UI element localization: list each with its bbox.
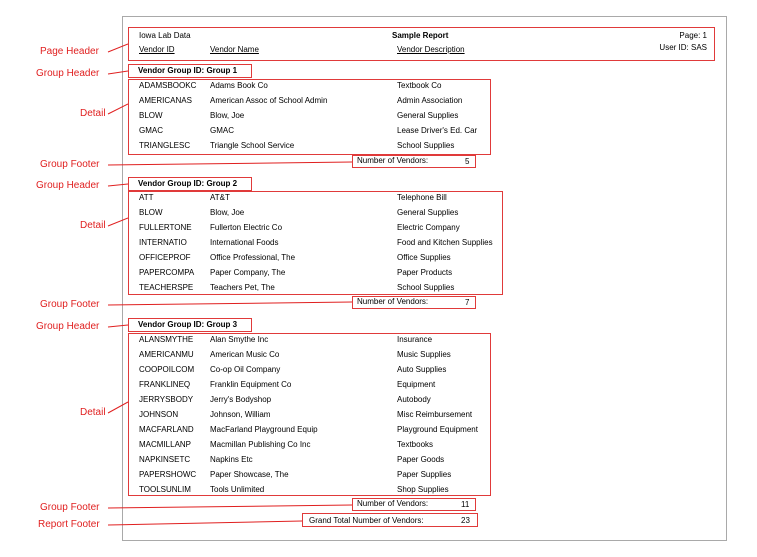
vendor-id: JOHNSON <box>139 410 179 419</box>
leader-line-group-footer <box>108 162 352 165</box>
vendor-description: Autobody <box>397 395 431 404</box>
vendor-count: 11 <box>461 500 470 509</box>
user-id: User ID: SAS <box>659 43 707 52</box>
column-vendor-name: Vendor Name <box>210 45 259 54</box>
vendor-id: AMERICANMU <box>139 350 194 359</box>
annotation-group-header: Group Header <box>36 180 100 191</box>
vendor-count: 5 <box>465 157 470 166</box>
vendor-id: TOOLSUNLIM <box>139 485 191 494</box>
annotation-page-header: Page Header <box>40 46 99 57</box>
vendor-name: Triangle School Service <box>210 141 295 150</box>
vendor-id: ADAMSBOOKC <box>139 81 197 90</box>
vendor-id: FRANKLINEQ <box>139 380 191 389</box>
vendor-description: Shop Supplies <box>397 485 449 494</box>
vendor-description: Playground Equipment <box>397 425 478 434</box>
vendor-count-label: Number of Vendors: <box>357 156 429 165</box>
vendor-description: General Supplies <box>397 111 459 120</box>
leader-line-group-footer <box>108 505 352 508</box>
group-header: Vendor Group ID: Group 2 <box>138 179 238 188</box>
vendor-name: Adams Book Co <box>210 81 268 90</box>
vendor-name: Teachers Pet, The <box>210 283 275 292</box>
vendor-name: AT&T <box>210 193 230 202</box>
vendor-description: Electric Company <box>397 223 460 232</box>
group-header: Vendor Group ID: Group 1 <box>138 66 238 75</box>
leader-line-page-header <box>108 44 128 52</box>
vendor-count-label: Number of Vendors: <box>357 499 429 508</box>
vendor-name: Franklin Equipment Co <box>210 380 292 389</box>
vendor-name: Napkins Etc <box>210 455 253 464</box>
leader-line-detail <box>108 104 128 114</box>
vendor-name: Alan Smythe Inc <box>210 335 269 344</box>
annotation-detail: Detail <box>80 407 106 418</box>
vendor-count-label: Number of Vendors: <box>357 297 429 306</box>
grand-total-label: Grand Total Number of Vendors: <box>309 516 424 525</box>
vendor-name: American Assoc of School Admin <box>210 96 328 105</box>
org-name: Iowa Lab Data <box>139 31 191 40</box>
vendor-description: Insurance <box>397 335 433 344</box>
vendor-description: Equipment <box>397 380 436 389</box>
vendor-description: Food and Kitchen Supplies <box>397 238 493 247</box>
vendor-id: JERRYSBODY <box>139 395 194 404</box>
vendor-name: Office Professional, The <box>210 253 296 262</box>
vendor-name: GMAC <box>210 126 234 135</box>
leader-line-group-header <box>108 325 128 327</box>
column-vendor-id: Vendor ID <box>139 45 175 54</box>
annotation-group-header: Group Header <box>36 68 100 79</box>
vendor-description: Textbooks <box>397 440 434 449</box>
leader-line-group-footer <box>108 302 352 305</box>
leader-line-group-header <box>108 184 128 186</box>
vendor-id: PAPERCOMPA <box>139 268 195 277</box>
vendor-name: Co-op Oil Company <box>210 365 281 374</box>
leader-line-report-footer <box>108 521 302 525</box>
vendor-id: INTERNATIO <box>139 238 187 247</box>
vendor-id: BLOW <box>139 208 163 217</box>
grand-total-value: 23 <box>461 516 470 525</box>
vendor-count: 7 <box>465 298 470 307</box>
vendor-name: Jerry's Bodyshop <box>210 395 272 404</box>
vendor-description: Misc Reimbursement <box>397 410 473 419</box>
vendor-name: International Foods <box>210 238 279 247</box>
annotation-group-footer: Group Footer <box>40 502 100 513</box>
vendor-name: Paper Company, The <box>210 268 286 277</box>
vendor-name: Tools Unlimited <box>210 485 265 494</box>
annotation-report-footer: Report Footer <box>38 519 100 530</box>
vendor-description: Paper Supplies <box>397 470 452 479</box>
column-vendor-description: Vendor Description <box>397 45 465 54</box>
vendor-description: General Supplies <box>397 208 459 217</box>
vendor-description: Lease Driver's Ed. Car <box>397 126 478 135</box>
leader-line-group-header <box>108 71 128 74</box>
annotation-detail: Detail <box>80 108 106 119</box>
vendor-id: AMERICANAS <box>139 96 192 105</box>
vendor-id: PAPERSHOWC <box>139 470 197 479</box>
vendor-name: American Music Co <box>210 350 280 359</box>
vendor-id: OFFICEPROF <box>139 253 191 262</box>
vendor-id: GMAC <box>139 126 163 135</box>
vendor-name: Paper Showcase, The <box>210 470 289 479</box>
vendor-description: School Supplies <box>397 141 455 150</box>
vendor-description: Music Supplies <box>397 350 451 359</box>
vendor-description: Telephone Bill <box>397 193 447 202</box>
vendor-description: Admin Association <box>397 96 463 105</box>
annotation-detail: Detail <box>80 220 106 231</box>
annotation-group-footer: Group Footer <box>40 299 100 310</box>
vendor-name: Blow, Joe <box>210 111 245 120</box>
annotation-group-footer: Group Footer <box>40 159 100 170</box>
vendor-name: Macmillan Publishing Co Inc <box>210 440 311 449</box>
vendor-id: NAPKINSETC <box>139 455 191 464</box>
vendor-id: TRIANGLESC <box>139 141 191 150</box>
report-title: Sample Report <box>392 31 449 40</box>
vendor-id: ATT <box>139 193 154 202</box>
vendor-name: Fullerton Electric Co <box>210 223 283 232</box>
vendor-id: COOPOILCOM <box>139 365 195 374</box>
vendor-name: Blow, Joe <box>210 208 245 217</box>
leader-line-detail <box>108 402 128 413</box>
vendor-description: Textbook Co <box>397 81 442 90</box>
vendor-id: TEACHERSPE <box>139 283 194 292</box>
vendor-description: School Supplies <box>397 283 455 292</box>
annotation-group-header: Group Header <box>36 321 100 332</box>
vendor-id: MACMILLANP <box>139 440 192 449</box>
group-header: Vendor Group ID: Group 3 <box>138 320 238 329</box>
page-number: Page: 1 <box>679 31 707 40</box>
vendor-description: Paper Products <box>397 268 453 277</box>
vendor-name: MacFarland Playground Equip <box>210 425 318 434</box>
vendor-description: Paper Goods <box>397 455 445 464</box>
leader-line-detail <box>108 218 128 226</box>
vendor-id: FULLERTONE <box>139 223 192 232</box>
vendor-id: ALANSMYTHE <box>139 335 194 344</box>
vendor-id: BLOW <box>139 111 163 120</box>
vendor-description: Office Supplies <box>397 253 451 262</box>
vendor-description: Auto Supplies <box>397 365 447 374</box>
vendor-id: MACFARLAND <box>139 425 194 434</box>
vendor-name: Johnson, William <box>210 410 271 419</box>
